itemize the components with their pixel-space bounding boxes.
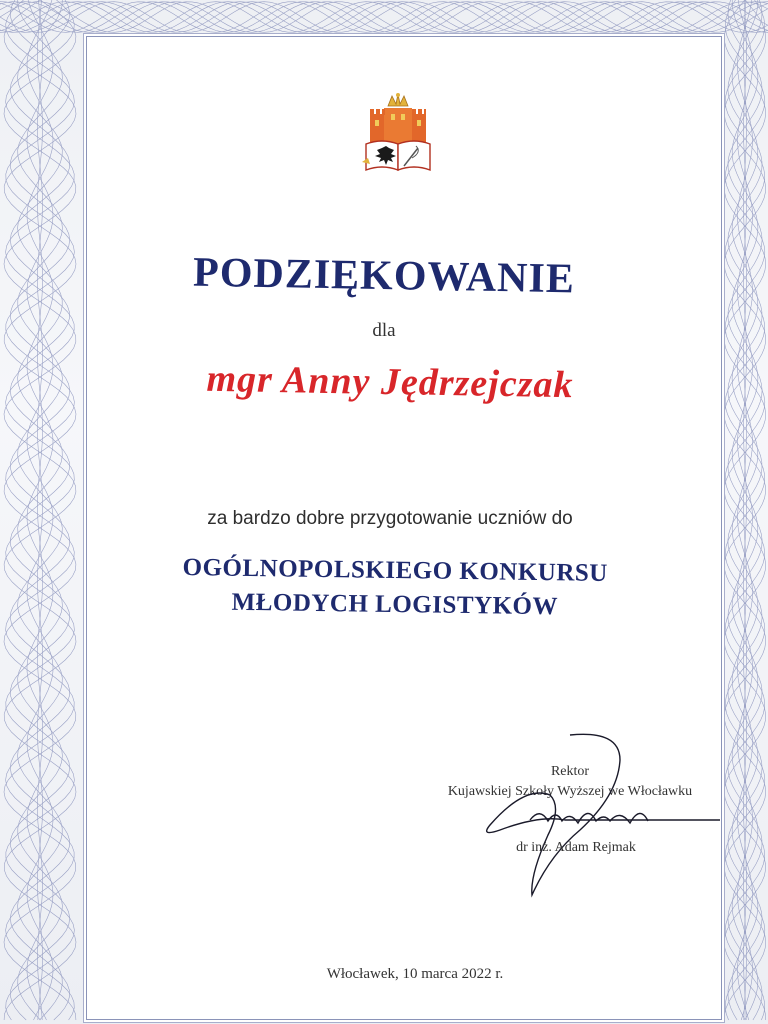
signatory-title: Rektor <box>550 764 590 779</box>
handwritten-signature <box>470 725 730 905</box>
place-and-date: Włocławek, 10 marca 2022 r. <box>326 966 504 982</box>
signatory-institution: Kujawskiej Szkoły Wyższej we Włocławku <box>447 784 693 799</box>
reason-text: za bardzo dobre przygotowanie uczniów do <box>207 508 573 529</box>
preposition-text: dla <box>372 320 396 341</box>
contest-line-2: MŁODYCH LOGISTYKÓW <box>231 588 559 621</box>
signatory-name: dr inż. Adam Rejmak <box>516 840 636 855</box>
recipient-name: mgr Anny Jędrzejczak <box>206 357 574 407</box>
certificate-title: PODZIĘKOWANIE <box>192 249 576 303</box>
contest-line-1: OGÓLNOPOLSKIEGO KONKURSU <box>182 554 609 587</box>
castle-eagle-book-crest-icon <box>358 92 438 174</box>
contest-name <box>0 548 768 627</box>
